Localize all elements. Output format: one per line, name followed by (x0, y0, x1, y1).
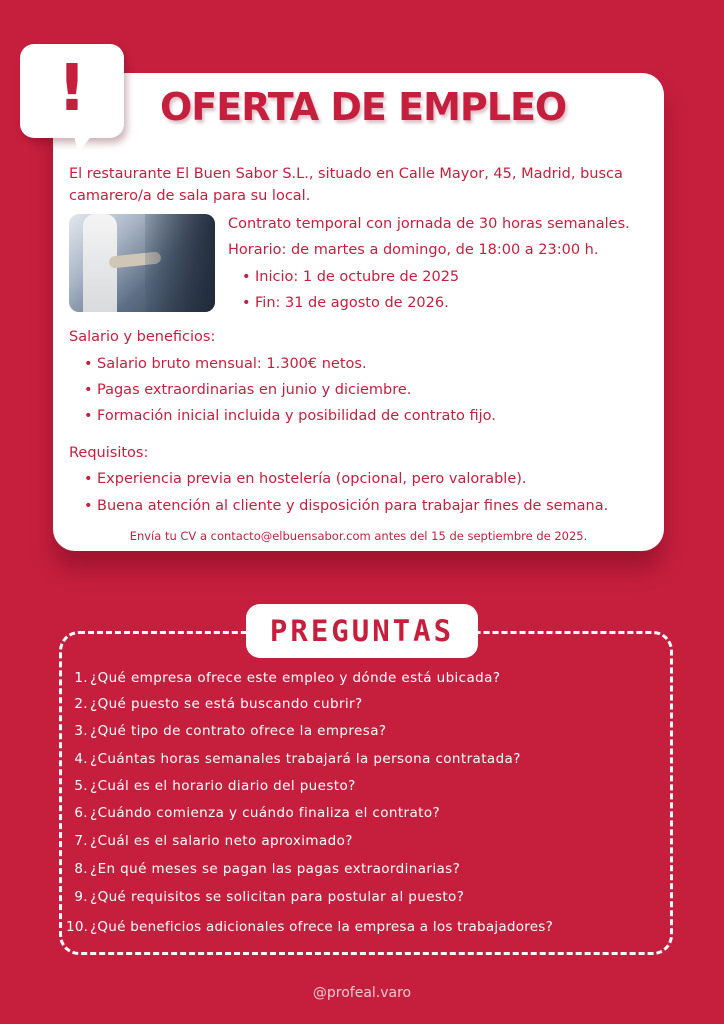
question-text: ¿Cuál es el horario diario del puesto? (90, 778, 356, 794)
question-text: ¿En qué meses se pagan las pagas extraordinarias? (90, 861, 461, 877)
salary-item: • Salario bruto mensual: 1.300€ netos. (97, 356, 367, 372)
salary-heading: Salario y beneficios: (69, 329, 216, 345)
waiter-photo (69, 214, 215, 312)
question-item (66, 778, 356, 794)
alert-bubble (20, 44, 124, 138)
apply-note: Envía tu CV a contacto@elbuensabor.com antes del 15 de septiembre de 2025. (129, 529, 588, 543)
question-item (66, 670, 500, 686)
question-item (66, 919, 553, 935)
requirements-heading: Requisitos: (69, 445, 149, 461)
exclamation-icon: ! (57, 52, 87, 126)
question-text: ¿Qué puesto se está buscando cubrir? (90, 696, 363, 712)
question-number: 1. (74, 670, 88, 686)
salary-item: • Formación inicial incluida y posibilidad de contrato fijo. (97, 408, 496, 424)
question-text: ¿Qué empresa ofrece este empleo y dónde está ubicada? (90, 670, 501, 686)
question-item (66, 696, 363, 712)
question-number: 9. (74, 889, 88, 905)
page-title: OFERTA DE EMPLEO (160, 85, 567, 129)
question-number: 2. (74, 696, 88, 712)
question-item (66, 861, 460, 877)
question-item (66, 833, 353, 849)
question-text: ¿Qué requisitos se solicitan para postular al puesto? (90, 889, 465, 905)
schedule-text: Horario: de martes a domingo, de 18:00 a 23:00 h. (228, 242, 599, 258)
question-number: 6. (74, 805, 88, 821)
contract-text: Contrato temporal con jornada de 30 horas semanales. (228, 216, 630, 232)
question-item (66, 751, 521, 767)
question-number: 7. (74, 833, 88, 849)
questions-title: PREGUNTAS (246, 604, 478, 658)
start-date: • Inicio: 1 de octubre de 2025 (255, 269, 459, 285)
question-number: 5. (74, 778, 88, 794)
question-item (66, 805, 440, 821)
question-number: 8. (74, 861, 88, 877)
author-handle: @profeal.varo (312, 985, 412, 1001)
offer-intro: El restaurante El Buen Sabor S.L., situado en Calle Mayor, 45, Madrid, busca camarero/a de sala para su local. (69, 166, 623, 204)
alert-bubble-tail (68, 126, 95, 155)
photo-shadow (145, 214, 215, 312)
question-item (66, 889, 464, 905)
question-text: ¿Qué tipo de contrato ofrece la empresa? (90, 723, 387, 739)
question-number: 4. (74, 751, 88, 767)
question-text: ¿Cuándo comienza y cuándo finaliza el contrato? (90, 805, 441, 821)
salary-item: • Pagas extraordinarias en junio y diciembre. (97, 382, 411, 398)
requirement-item: • Experiencia previa en hostelería (opcional, pero valorable). (97, 471, 527, 487)
question-number: 3. (74, 723, 88, 739)
requirement-item: • Buena atención al cliente y disposición para trabajar fines de semana. (97, 498, 608, 514)
question-text: ¿Qué beneficios adicionales ofrece la empresa a los trabajadores? (90, 919, 553, 935)
question-item (66, 723, 386, 739)
question-number: 10. (66, 919, 89, 935)
end-date: • Fin: 31 de agosto de 2026. (255, 295, 449, 311)
question-text: ¿Cuántas horas semanales trabajará la persona contratada? (90, 751, 521, 767)
question-text: ¿Cuál es el salario neto aproximado? (90, 833, 353, 849)
